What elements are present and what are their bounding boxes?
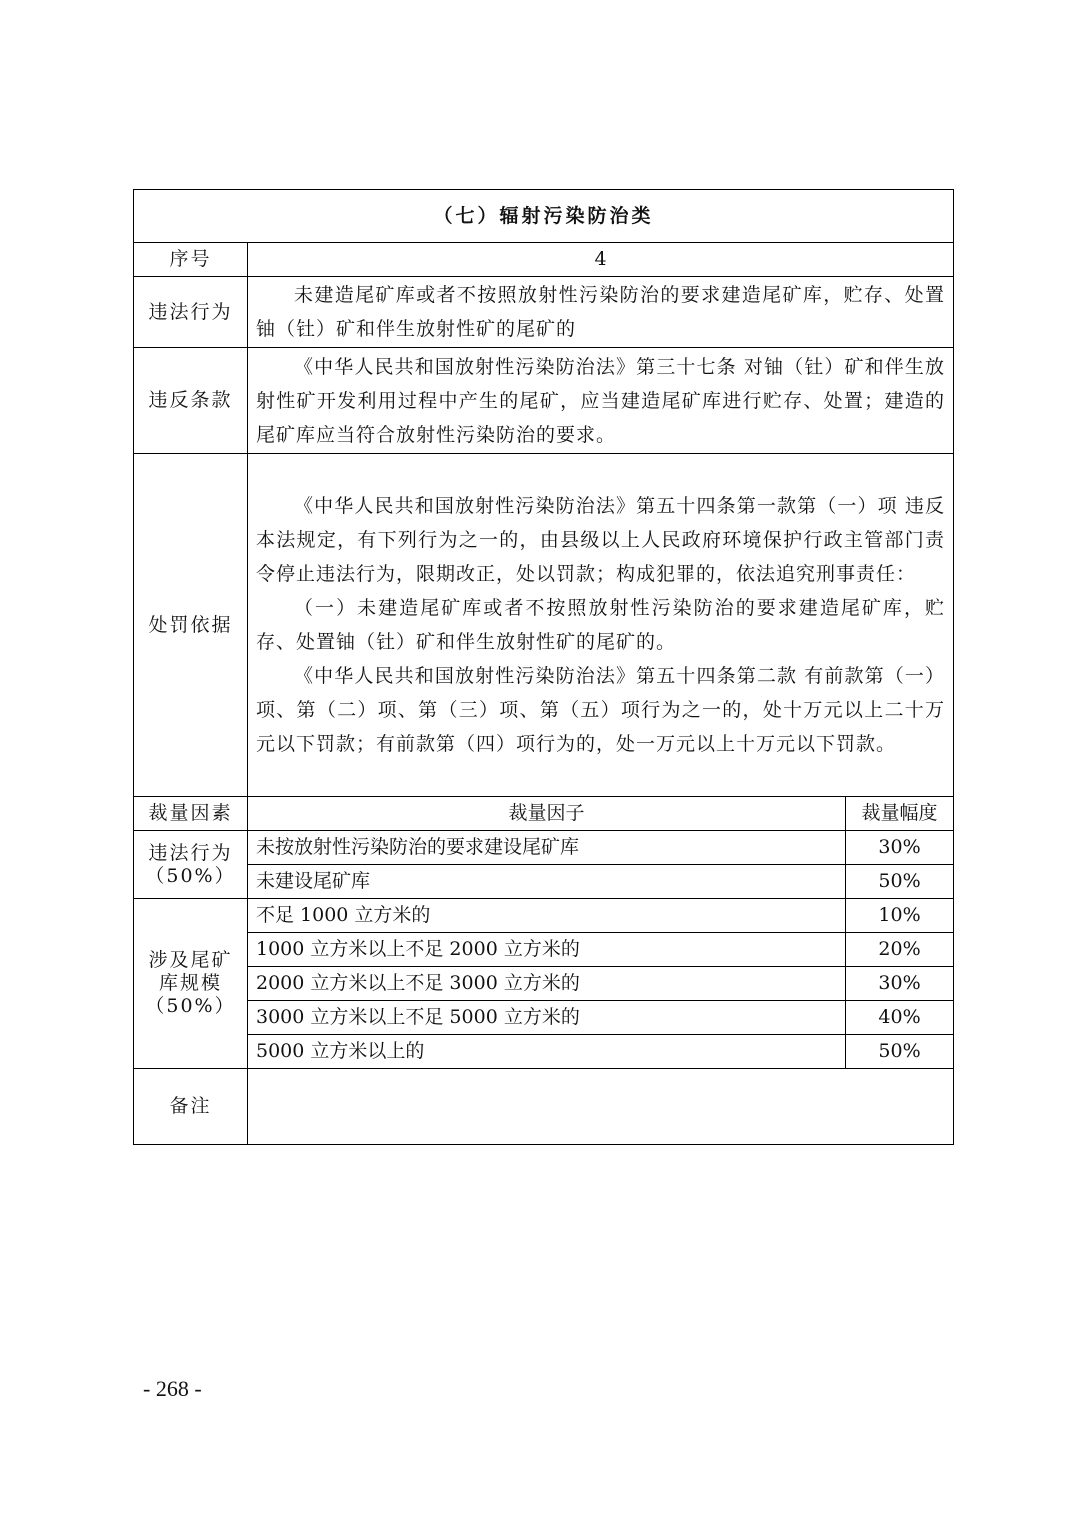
discretion-factor-header: 裁量因素: [134, 797, 248, 831]
remarks-value: [248, 1069, 954, 1145]
table-title: （七）辐射污染防治类: [134, 190, 954, 243]
tailings-scale-label-line2: 库规模: [158, 972, 222, 995]
table-row-pct: 20%: [846, 933, 954, 967]
penalty-basis-label: 处罚依据: [134, 454, 248, 797]
table-row-factor: 1000 立方米以上不足 2000 立方米的: [248, 933, 846, 967]
table-row-factor: 未建设尾矿库: [248, 865, 846, 899]
tailings-scale-label-line1: 涉及尾矿: [148, 949, 233, 972]
tailings-scale-label-line3: （50%）: [145, 994, 236, 1017]
violated-clause-cell: [248, 348, 954, 454]
violation-text: 未建造尾矿库或者不按照放射性污染防治的要求建造尾矿库，贮存、处置铀（钍）矿和伴生放射性矿的尾矿的: [256, 284, 946, 340]
serial-label: 序号: [134, 243, 248, 277]
remarks-label: 备注: [134, 1069, 248, 1145]
serial-value: 4: [248, 243, 954, 277]
table-row-pct: 10%: [846, 899, 954, 933]
table-row-pct: 30%: [846, 967, 954, 1001]
table-row-factor: 未按放射性污染防治的要求建设尾矿库: [248, 831, 846, 865]
violated-clause-text: 《中华人民共和国放射性污染防治法》第三十七条 对铀（钍）矿和伴生放射性矿开发利用过程中产生的尾矿，应当建造尾矿库进行贮存、处置；建造的尾矿库应当符合放射性污染防治的要求。: [256, 355, 946, 446]
table-row-factor: 3000 立方米以上不足 5000 立方米的: [248, 1001, 846, 1035]
table-row-factor: 2000 立方米以上不足 3000 立方米的: [248, 967, 846, 1001]
penalty-basis-paragraph: （一）未建造尾矿库或者不按照放射性污染防治的要求建造尾矿库，贮存、处置铀（钍）矿和伴生放射性矿的尾矿的。: [256, 597, 946, 653]
violation-label: 违法行为: [134, 277, 248, 348]
penalty-basis-paragraph: 《中华人民共和国放射性污染防治法》第五十四条第一款第（一）项 违反本法规定，有下列行为之一的，由县级以上人民政府环境保护行政主管部门责令停止违法行为，限期改正，处以罚款；构成犯罪的，依法追究刑事责任：: [256, 495, 946, 585]
page-number: - 268 -: [143, 1376, 202, 1401]
table-row-pct: 50%: [846, 865, 954, 899]
violation-cell: [248, 277, 954, 348]
penalty-basis-paragraph: 《中华人民共和国放射性污染防治法》第五十四条第二款 有前款第（一）项、第（二）项、第（三）项、第（五）项行为之一的，处十万元以上二十万元以下罚款；有前款第（四）项行为的，处一万元以上十万元以下罚款。: [256, 665, 946, 755]
table-row-pct: 40%: [846, 1001, 954, 1035]
violation-behavior-label-line1: 违法行为: [148, 841, 233, 864]
table-row-factor: 不足 1000 立方米的: [248, 899, 846, 933]
violation-behavior-label: [134, 831, 248, 899]
penalty-basis-cell: [248, 454, 954, 797]
penalty-discretion-table: [133, 189, 954, 1145]
table-row-factor: 5000 立方米以上的: [248, 1035, 846, 1069]
table-row-pct: 50%: [846, 1035, 954, 1069]
tailings-scale-label: [134, 899, 248, 1069]
violation-behavior-label-line2: （50%）: [145, 864, 236, 887]
discretion-element-header: 裁量因子: [248, 797, 846, 831]
table-row-pct: 30%: [846, 831, 954, 865]
violated-clause-label: 违反条款: [134, 348, 248, 454]
discretion-range-header: 裁量幅度: [846, 797, 954, 831]
